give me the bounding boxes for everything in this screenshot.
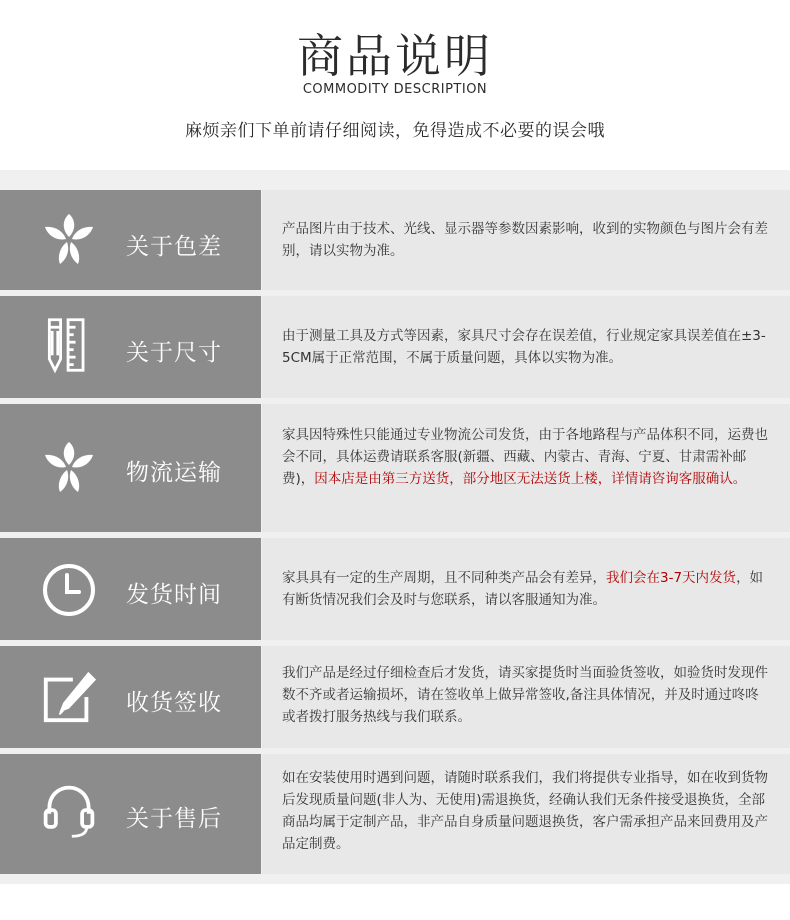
edit-icon — [40, 668, 98, 726]
pencil-ruler-icon — [40, 316, 98, 374]
row-shipping-time — [0, 538, 790, 640]
row-color-difference — [0, 190, 790, 290]
reading-note: 麻烦亲们下单前请仔细阅读，免得造成不必要的误会哦 — [185, 121, 605, 141]
row-description: 如在安装使用时遇到问题，请随时联系我们，我们将提供专业指导，如在收到货物后发现质量问题(非人为、无使用)需退换货，经确认我们无条件接受退换货，全部商品均属于定制产品，非产品自身质量问题退换货，客户需承担产品来回费用及产品定制费。 — [282, 770, 768, 852]
header — [0, 0, 790, 170]
row-receipt — [0, 646, 790, 748]
red-notice: 我们会在3-7天内发货 — [606, 570, 737, 586]
row-label: 发货时间 — [126, 582, 222, 608]
row-description: 由于测量工具及方式等因素，家具尺寸会存在误差值，行业规定家具误差值在±3-5CM属于正常范围，不属于质量问题，具体以实物为准。 — [282, 328, 766, 366]
row-after-sales — [0, 754, 790, 874]
row-description: 我们产品是经过仔细检查后才发货，请买家提货时当面验货签收，如验货时发现件数不齐或者运输损坏，请在签收单上做异常签收,备注具体情况，并及时通过咚咚或者拨打服务热线与我们联系。 — [282, 665, 768, 725]
clock-icon — [40, 561, 98, 619]
page-title: 商品说明 — [297, 29, 493, 83]
row-label: 关于尺寸 — [126, 340, 222, 366]
flower-icon — [40, 210, 98, 268]
row-description: 家具具有一定的生产周期，且不同种类产品会有差异，我们会在3-7天内发货，如有断货情况我们会及时与您联系，请以客服通知为准。 — [282, 570, 764, 608]
row-label: 关于售后 — [126, 806, 222, 832]
headset-icon — [40, 782, 98, 840]
row-label: 收货签收 — [126, 690, 222, 716]
flower-icon — [40, 438, 98, 496]
row-label: 物流运输 — [126, 460, 222, 486]
page-subtitle: COMMODITY DESCRIPTION — [302, 82, 488, 97]
red-notice: 因本店是由第三方送货，部分地区无法送货上楼，详情请咨询客服确认。 — [314, 471, 747, 487]
row-label: 关于色差 — [126, 234, 222, 260]
row-size — [0, 296, 790, 398]
row-description: 产品图片由于技术、光线、显示器等参数因素影响，收到的实物颜色与图片会有差别，请以实物为准。 — [282, 221, 768, 259]
row-description: 家具因特殊性只能通过专业物流公司发货，由于各地路程与产品体积不同，运费也会不同，具体运费请联系客服(新疆、西藏、内蒙古、青海、宁夏、甘肃需补邮费)，因本店是由第三方送货，部分地区无法送货上楼，详情请咨询客服确认。 — [282, 427, 768, 487]
row-logistics — [0, 404, 790, 532]
